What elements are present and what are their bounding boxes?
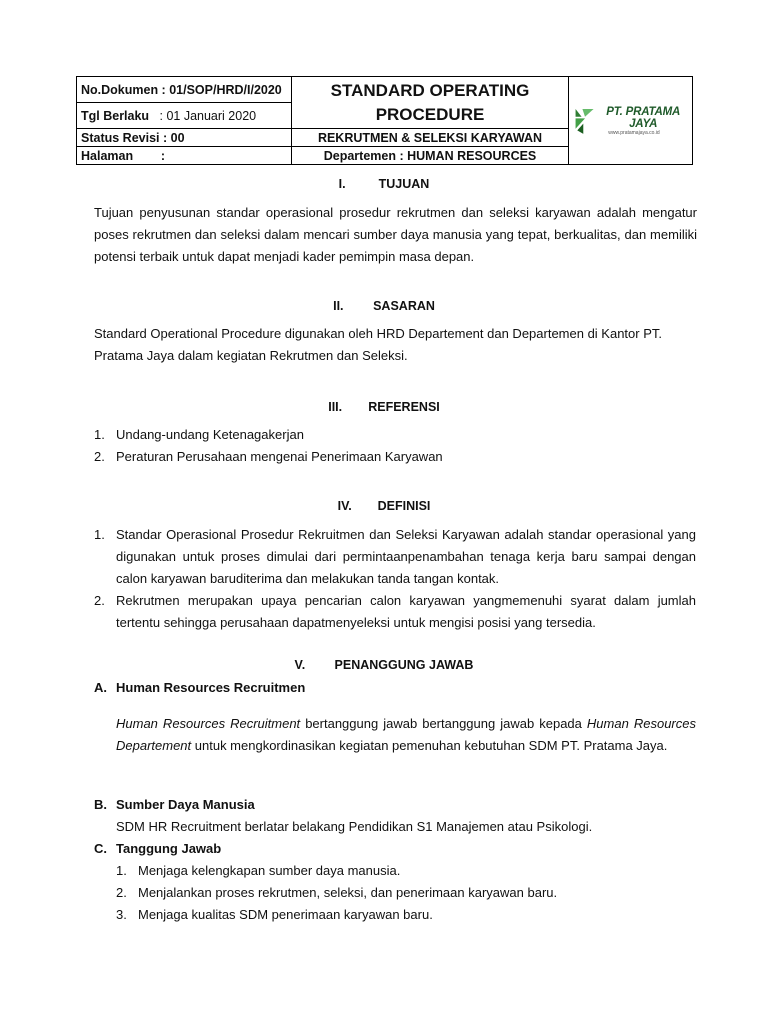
subsection-title-c: C. Tanggung Jawab [94, 841, 222, 856]
list-item: 1. Menjaga kelengkapan sumber daya manusia. [116, 863, 401, 878]
doc-number: No.Dokumen : 01/SOP/HRD/I/2020 [77, 77, 292, 103]
company-logo [569, 77, 693, 165]
list-item: 2. Peraturan Perusahaan mengenai Penerimaan Karyawan [94, 449, 443, 464]
list-item: 2. Menjalankan proses rekrutmen, seleksi, dan penerimaan karyawan baru. [116, 885, 558, 900]
subsection-text-a: Human Resources Recruitment bertanggung jawab bertanggung jawab kepada Human Resources Departement untuk mengkordinasikan kegiatan pemenuhan kebutuhan SDM PT. Pratama Jaya. [116, 716, 696, 753]
list-item: 3. Menjaga kualitas SDM penerimaan karyawan baru. [116, 907, 433, 922]
doc-title: STANDARD OPERATING PROCEDURE [292, 77, 569, 129]
section-heading-sasaran: II. SASARAN [333, 299, 435, 313]
doc-subtitle: REKRUTMEN & SELEKSI KARYAWAN [292, 129, 569, 147]
list-item: 2. Rekrutmen merupakan upaya pencarian calon karyawan yangmemenuhi syarat dalam jumlah tertentu sehingga perusahaan dapatmenyeleksi untuk mengisi posisi yang tersedia. [94, 593, 696, 630]
section-heading-penanggung-jawab: V. PENANGGUNG JAWAB [294, 658, 474, 672]
subsection-title-a: A. Human Resources Recruitmen [94, 680, 306, 695]
subsection-title-b: B. Sumber Daya Manusia [94, 797, 255, 812]
list-item: 1. Standar Operasional Prosedur Rekruitmen dan Seleksi Karyawan adalah standar operasional yang digunakan untuk proses dimulai dari permintaanpenambahan tenaga kerja baru sampai dengan calon karyawan baruditerima dan melakukan tanda tangan kontak. [94, 527, 696, 586]
section-heading-referensi: III. REFERENSI [328, 400, 440, 414]
section-heading-definisi: IV. DEFINISI [337, 499, 431, 513]
section-text-sasaran: Standard Operational Procedure digunakan oleh HRD Departement dan Departemen di Kantor PT. Pratama Jaya dalam kegiatan Rekrutmen dan Seleksi. [94, 326, 663, 363]
department: Departemen : HUMAN RESOURCES [292, 147, 569, 165]
effective-date: Tgl Berlaku : 01 Januari 2020 [77, 103, 292, 129]
section-heading-tujuan: I. TUJUAN [338, 177, 430, 191]
list-item: 1. Undang-undang Ketenagakerjan [94, 427, 304, 442]
revision-status: Status Revisi : 00 [77, 129, 292, 147]
page-field: Halaman : [77, 147, 292, 165]
header-table [76, 76, 693, 165]
pratama-logo-icon [573, 104, 595, 138]
logo-company-name: PT. PRATAMA JAYA [606, 105, 681, 130]
section-text-tujuan: Tujuan penyusunan standar operasional prosedur rekrutmen dan seleksi karyawan adalah mengatur poses rekrutmen dan seleksi dalam mencari sumber daya manusia yang tepat, berkualitas, dan memiliki potensi terbaik untuk dapat menjadi kader pemimpin masa depan. [94, 205, 697, 264]
subsection-text-b: SDM HR Recruitment berlatar belakang Pendidikan S1 Manajemen atau Psikologi. [116, 819, 593, 834]
logo-url: www.pratamajaya.co.id [608, 129, 660, 136]
